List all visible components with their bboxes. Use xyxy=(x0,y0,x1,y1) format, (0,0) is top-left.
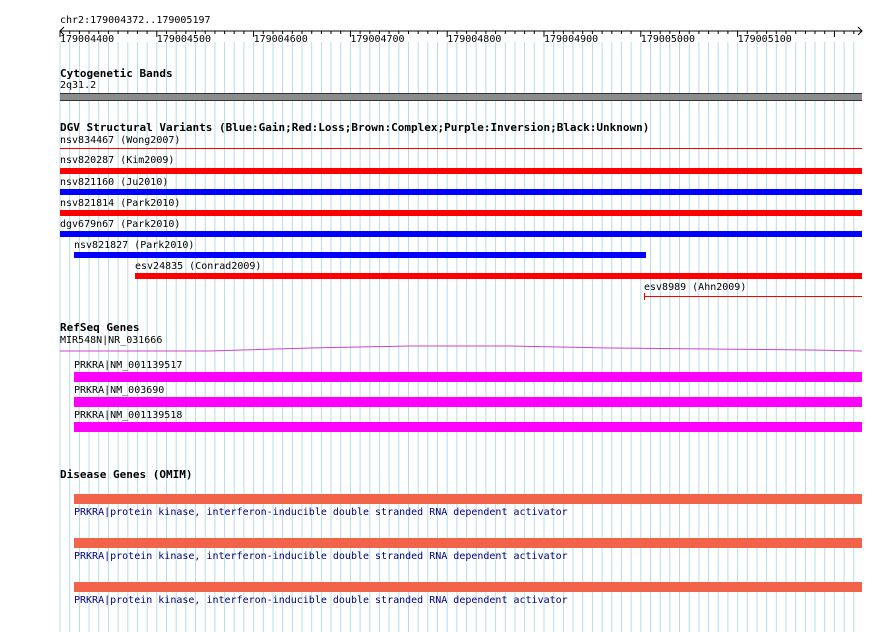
variant-label: nsv820287 (Kim2009) xyxy=(60,155,175,166)
ruler-tick-label: 179004800 xyxy=(447,34,502,45)
ruler-tick-label: 179004500 xyxy=(156,34,211,45)
omim-track-title: Disease Genes (OMIM) xyxy=(60,468,193,481)
omim-gene-label: PRKRA|protein kinase, interferon-inducible double stranded RNA dependent activator xyxy=(74,551,568,562)
gene-label: PRKRA|NM_003690 xyxy=(74,385,165,396)
variant-bar-loss[interactable] xyxy=(644,296,862,297)
ruler-tick-label: 179005100 xyxy=(737,34,792,45)
variant-label: nsv821160 (Ju2010) xyxy=(60,177,169,188)
variant-bar-loss[interactable] xyxy=(60,210,862,216)
omim-gene-label: PRKRA|protein kinase, interferon-inducible double stranded RNA dependent activator xyxy=(74,595,568,606)
gene-bar[interactable] xyxy=(74,372,862,382)
variant-label: esv8989 (Ahn2009) xyxy=(644,282,747,293)
variant-bar-loss[interactable] xyxy=(60,148,862,149)
variant-bar-loss[interactable] xyxy=(135,273,862,279)
gene-bar[interactable] xyxy=(74,397,862,407)
gene-bar[interactable] xyxy=(74,422,862,432)
variant-label: esv24835 (Conrad2009) xyxy=(135,261,262,272)
ruler-tick-label: 179005000 xyxy=(640,34,695,45)
omim-gene-bar[interactable] xyxy=(74,494,862,504)
variant-label: nsv821814 (Park2010) xyxy=(60,198,181,209)
cytoband-bar[interactable] xyxy=(60,93,862,101)
ruler-tick-label: 179004600 xyxy=(253,34,308,45)
omim-gene-label: PRKRA|protein kinase, interferon-inducible double stranded RNA dependent activator xyxy=(74,507,568,518)
variant-label: nsv821827 (Park2010) xyxy=(74,240,195,251)
cytoband-track-title: Cytogenetic Bands xyxy=(60,67,173,80)
variant-bar-loss[interactable] xyxy=(60,168,862,174)
gene-label: PRKRA|NM_001139518 xyxy=(74,410,183,421)
variant-bar-gain[interactable] xyxy=(60,231,862,237)
mirna-gene-line[interactable] xyxy=(0,340,890,356)
dgv-track-title: DGV Structural Variants (Blue:Gain;Red:Loss;Brown:Complex;Purple:Inversion;Black:Unknown) xyxy=(60,121,650,134)
gene-label: PRKRA|NM_001139517 xyxy=(74,360,183,371)
ruler-tick-label: 179004700 xyxy=(350,34,405,45)
omim-gene-bar[interactable] xyxy=(74,582,862,592)
omim-gene-bar[interactable] xyxy=(74,538,862,548)
ruler-tick-label: 179004900 xyxy=(544,34,599,45)
variant-bar-gain[interactable] xyxy=(74,252,646,258)
refseq-track-title: RefSeq Genes xyxy=(60,321,140,334)
variant-bar-gain[interactable] xyxy=(60,189,862,195)
variant-label: nsv834467 (Wong2007) xyxy=(60,135,181,146)
gene-label: MIR548N|NR_031666 xyxy=(60,335,163,346)
location-label: chr2:179004372..179005197 xyxy=(60,15,211,26)
variant-label: dgv679n67 (Park2010) xyxy=(60,219,181,230)
ruler-tick-label: 179004400 xyxy=(60,34,115,45)
variant-start-marker xyxy=(644,293,645,300)
cytoband-label: 2q31.2 xyxy=(60,80,97,91)
